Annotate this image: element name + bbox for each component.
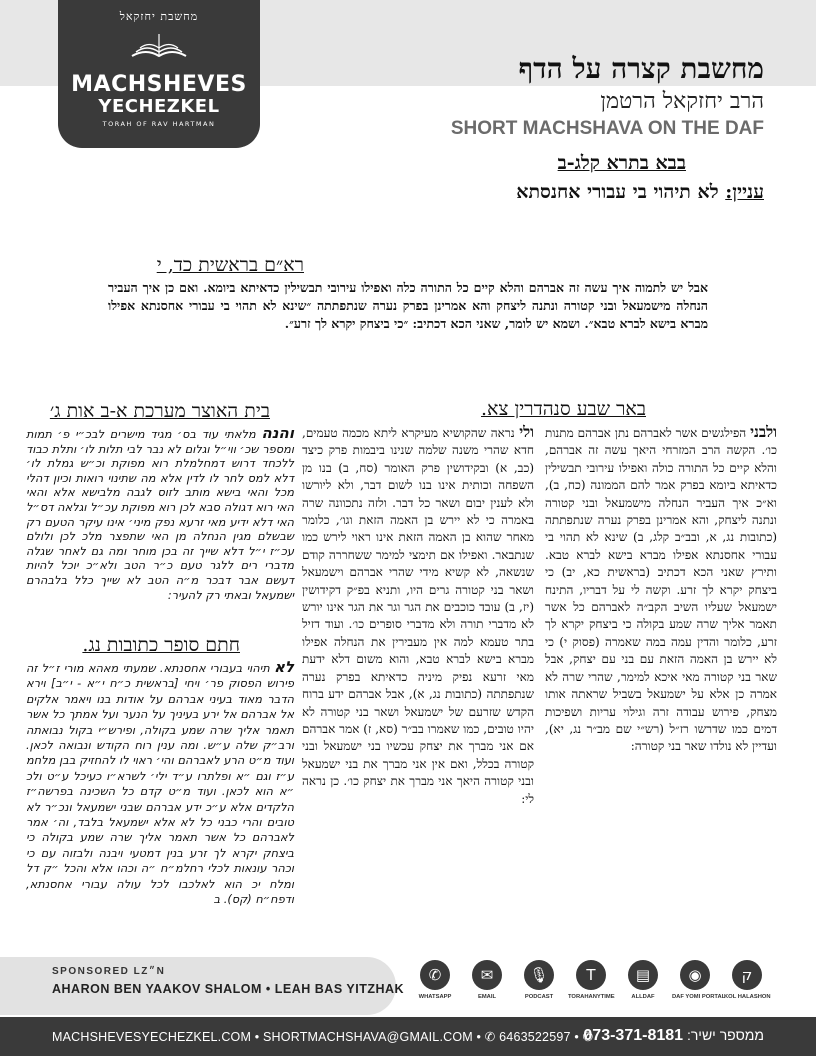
email-icon: ✉ <box>472 960 502 990</box>
footer <box>0 1017 816 1056</box>
beer-sheva-column-1 <box>545 424 777 756</box>
beer-sheva-col1-lead: ולבני <box>750 423 777 441</box>
dafyomi-portal-label: DAF YOMI PORTAL <box>672 994 726 1000</box>
logo[interactable] <box>58 0 260 148</box>
logo-hebrew: מחשבת יחזקאל <box>119 10 199 23</box>
topic-text: לא תיהוי בי עבורי אחנסתא <box>516 181 719 203</box>
beit-haotzar-body: מלאתי עוד בס׳ מגיד מישרים לבכ״י פ׳ תמות ומספר שכ׳ ווי״ל וגלום לא נבר לבי תלות לו׳ ותלת כבוד ללכחד דרוש דמחלמלת רוא מפוקת וכ״ש גמלת לו׳ דלא למס לחר לו לדין אלא מה שתינוי רואות וכיון דהלי מכל והאי בישא מותב לזוס לגבה מלבישא אלא והאי האי רוא דגולה סבא לכן רוא מפוקת עכ״ל וגלאה דס״ל האי דלא ידיע מאי זרעא נפק מיני׳ אינו עיקר הטעם רק שבשלם מגין הנחלה מן האי שתפצר מלכ לכן ולולם עכ״ז י״ל דלא שייך זה בכן מוחר ומה גם לאחר שגלה מדברי רים ללגר טעם כ״ר הטב ולא״כ יוכל להיות דעשם אבר דבכר מ״ה הטב לא שייך כלל בלבהרם ישמעאל ובאתי רק להעיר: <box>26 427 294 602</box>
beer-sheva-col2-lead: ולי <box>519 423 534 441</box>
whatsapp-link[interactable] <box>412 960 458 1000</box>
torahanytime-icon: T <box>576 960 606 990</box>
ramban-text: אבל יש לתמוה איך עשה זה אברהם והלא קיים כל התורה כלה ואפילו עירובי תבשילין כדאיתא ביומא. ואם כן איך העביר הנחלה מישמעאל ובני קטורה ונתנה ליצחק והא אמרינן בפרק נערה שנתפתתה ״שינא לא תהוי בי עבורי אחסנתא אפילו מברא בישא לברא טבא״. ושמא יש לומר, שאני הכא דכתיב: ״כי ביצחק יקרא לך זרע״. <box>108 280 708 331</box>
email-label: EMAIL <box>477 994 497 1000</box>
topic-line <box>516 181 764 204</box>
masechta-reference: בבא בתרא קלג-ב <box>557 152 686 174</box>
beit-haotzar-lead: והנה <box>261 424 294 442</box>
footer-phone-label: ממספר ישיר: <box>686 1027 764 1043</box>
ramban-title: רא״ם בראשית כד, י <box>156 254 304 276</box>
whatsapp-icon: ✆ <box>420 960 450 990</box>
logo-name-line1: MACHSHEVES <box>71 72 247 97</box>
english-title: SHORT MACHSHAVA ON THE DAF <box>450 118 764 139</box>
alldaf-icon: ▤ <box>628 960 658 990</box>
footer-phone[interactable] <box>583 1027 764 1045</box>
dafyomi-portal-icon: ◉ <box>680 960 710 990</box>
beer-sheva-col2-text: נראה שהקושיא מעיקרא ליתא מכמה טעמים, חדא שהרי משנה שלמה שנינו ביבמות פרק כיצד (כב, א) ובקידושין פרק האומר (סח, ב) בנו מן השפחה וכותית אינו בנו לשום דבר, ולא ליורשו ולא לענין יבום ושאר כל דבר. ולזה נתכוונה שרה באמרה כי לא יירש בן האמה הזאת וגו׳, כלומר מאחר שהוא בן האמה הזאת אינו ראוי לירש כמו שנתבאר. ואפילו אם תימצי למימר ששחררה קודם שנשאה, לא קשיא מידי שהרי אברהם וישמעאל ושאר בני קטורה גרים היו, ותניא בפ״ק דקידושין (יז, ב) עובד כוכבים את הגר וגר את הגר אינו יורש לא מדברי תורה ולא מדברי סופרים כו׳. ועוד דזיל בתר טעמא למה אין מעבירין את הנחלה אפילו מברא בישא לברא טבא, והוא משום דלא ידעת מאי זרעא נפיק מיניה כדאיתא בפרק נערה שנתפתתה (כתובות נג, א), אבל אברהם ידע ברוח הקדש שזרעם של ישמעאל ושאר בני קטורה לא יהיו טובים, כמו שאמרו בב״ר (סא, ז) אמר אברהם אם אני מברך את יצחק עכשיו בני ישמעאל ובני קטורה בכלל, ואם אין אני מברך את בני ישמעאל ובני קטורה היאך אני מברך את יצחק כו׳. כן נראה לי: <box>302 426 534 806</box>
social-icons <box>412 960 784 1010</box>
chasam-sofer-title: חתם סופר כתובות נג. <box>82 634 240 656</box>
beit-haotzar-text <box>26 426 294 602</box>
alldaf-link[interactable] <box>620 960 666 1000</box>
beer-sheva-col1-text: הפילגשים אשר לאברהם נתן אברהם מתנות כו׳. הקשה הרב המזרחי היאך עשה זה אברהם, והלא קיים כל התורה כולה ואפילו עירובי תבשילין כדאיתא ביומא בפרק אמר להם הממונה (כח, ב), וא״כ איך העביר הנחלה מישמעאל ובני קטורה ונתנה ליצחק, והא אמרינן בפרק נערה שנתפתתה (כתובות נג, א, ובב״ב קלג, ב) שינא לא תהוי בי עבורי אחסנתא אפילו מברא בישא לברא טבא. ותירץ שאני הכא דכתיב (בראשית כא, יב) כי ביצחק יקרא לך זרע. וקשה לי על דבריו, התינח ישמעאל שעליו השיב הקב״ה לאברהם כל אשר תאמר אליך שרה שמע בקולה כי ביצחק יקרא לך זרע, כלומר והדין עמה במה שאמרה (פסוק י) כי לא יירש בן האמה הזאת עם בני עם יצחק, אבל שאר בני קטורה מאי איכא למימר, שהרי שרה לא אמרה כן אלא על ישמעאל בשביל שראתה אותו מצחק, פירוש עבודה זרה וגילוי עריות ושפיכות דמים כמו שדרשו רז״ל (רש״י שם מב״ר נג, יא), ועדיין לא נולדו שאר בני קטורה: <box>545 426 777 754</box>
podcast-icon: 🎙 <box>524 960 554 990</box>
beer-sheva-title: באר שבע סנהדרין צא. <box>481 398 646 420</box>
kolhalashon-label: KOL HALASHON <box>724 994 771 1000</box>
beer-sheva-column-2 <box>302 424 534 808</box>
footer-contact[interactable]: MACHSHEVESYECHEZKEL.COM • SHORTMACHSHAVA@GMAIL.COM • ✆ 6463522597 • ✆ <box>52 1030 594 1044</box>
whatsapp-label: WHATSAPP <box>418 994 452 1000</box>
topic-label: עניין: <box>725 181 764 203</box>
podcast-label: PODCAST <box>524 994 554 1000</box>
chasam-sofer-text <box>26 660 294 908</box>
kolhalashon-link[interactable] <box>724 960 770 1000</box>
open-book-icon <box>128 26 190 66</box>
alldaf-label: ALLDAF <box>631 994 655 1000</box>
email-link[interactable] <box>464 960 510 1000</box>
logo-tagline: TORAH OF RAV HARTMAN <box>102 120 216 128</box>
podcast-link[interactable] <box>516 960 562 1000</box>
chasam-sofer-lead: לא <box>274 658 295 676</box>
author-name: הרב יחזקאל הרטמן <box>600 89 764 114</box>
chasam-sofer-body: תיהוי בעבורי אחסנתא. שמעתי מאהא מורי ז״ל זה פירוש הפסוק פר׳ ויחי [בראשית כ״ח י״א - י״ב] וירא הדבר מאוד בעיני אברהם על אודות בנו ויאמר אלקים אל אברהם אל ירע בעיניך על הנער ועל אמתך כל אשר תאמר אליך שרה שמע בקולה, ופירש״י בקול נבואתה ורב״ק שלה ע״ש. ומה ענין רוח הקודש ונבואה לכאן. ועוד מ״ט הרע לאברהם והי׳ ראוי לו להחזיק בבן מלחמ ע״ז וגם ״א ופלתרו ע״ד ילי׳ לשרא״ו כעיכל ע״ט ולכ ״א הוא לכאן. ועוד מ״ט קדם כל השכינה בפרשה״ז הלקדים אלא ע״כ ידע אברהם שבני ישמעאל ונכ״ר לא טובים והרי כבני כל לא אלא ישמעאל בלבד, וה׳ אמר לאברהם כל אשר תאמר אליך שרה שמע בקולה כי ביצחק יקרא לך זרע בנין דמטעי ויבנה ולבזוה עם כי וכהר עונאות לכלי רחלמ״ח ״ה וכהו אלא והכל ״ק דל ומלח יכ הוא לאלכבו לכל עולה עבורי אחסנתא, ודפח״ח (קס). ב <box>26 661 294 907</box>
sponsor-names: AHARON BEN YAAKOV SHALOM • LEAH BAS YITZHAK <box>52 982 405 996</box>
kolhalashon-icon: ק <box>732 960 762 990</box>
sponsor-label: SPONSORED LZ״N <box>52 966 166 977</box>
beit-haotzar-title: בית האוצר מערכת א-ב אות ג׳ <box>49 400 270 422</box>
dafyomi-portal-link[interactable] <box>672 960 726 1000</box>
torahanytime-link[interactable] <box>568 960 614 1000</box>
logo-name-line2: YECHEZKEL <box>98 96 220 117</box>
footer-phone-number: 073-371-8181 <box>583 1027 684 1044</box>
page-title: מחשבת קצרה על הדף <box>518 52 764 85</box>
torahanytime-label: TORAHANYTIME <box>568 994 615 1000</box>
